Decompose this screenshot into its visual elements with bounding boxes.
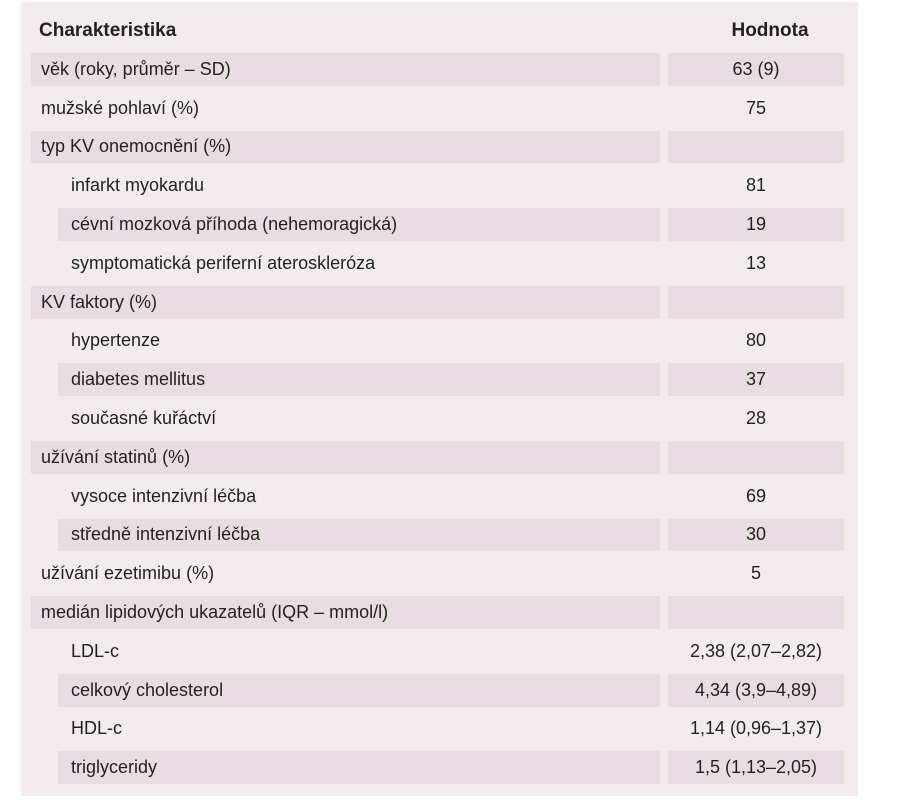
row-sublabel: triglyceridy [58, 751, 660, 784]
table-row [21, 632, 858, 671]
table-row [21, 438, 858, 477]
row-value: 81 [745, 175, 767, 196]
header-value: Hodnota [731, 20, 809, 41]
row-label: typ KV onemocnění (%) [31, 131, 660, 164]
row-value: 80 [745, 330, 767, 351]
row-value: 75 [745, 97, 767, 118]
row-sublabel: infarkt myokardu [71, 175, 205, 196]
row-value [668, 441, 844, 474]
row-value: 2,38 (2,07–2,82) [689, 640, 823, 661]
row-sublabel: současné kuřáctví [71, 408, 217, 429]
table-row [21, 283, 858, 322]
row-sublabel: vysoce intenzivní léčba [71, 485, 257, 506]
row-value: 13 [745, 252, 767, 273]
row-label: KV faktory (%) [31, 286, 660, 319]
row-sublabel: cévní mozková příhoda (nehemoragická) [58, 208, 660, 241]
row-sublabel: HDL-c [71, 718, 123, 739]
table-header [21, 2, 858, 50]
row-label: užívání statinů (%) [31, 441, 660, 474]
table-body [21, 50, 858, 787]
row-value [668, 131, 844, 164]
row-label: mužské pohlaví (%) [41, 97, 200, 118]
table-row [21, 166, 858, 205]
row-sublabel: diabetes mellitus [58, 363, 660, 396]
table-row [21, 710, 858, 749]
characteristics-table [21, 2, 858, 796]
table-row [21, 477, 858, 516]
row-label: medián lipidových ukazatelů (IQR – mmol/l) [31, 596, 660, 629]
row-sublabel: celkový cholesterol [58, 674, 660, 707]
table-row [21, 360, 858, 399]
row-value: 19 [668, 208, 844, 241]
row-value: 63 (9) [668, 53, 844, 86]
table-row [21, 593, 858, 632]
row-value: 69 [745, 485, 767, 506]
table-row [21, 322, 858, 361]
row-label: věk (roky, průměr – SD) [31, 53, 660, 86]
row-value: 28 [745, 408, 767, 429]
table-row [21, 748, 858, 787]
row-value [668, 286, 844, 319]
header-characteristic: Charakteristika [39, 20, 177, 41]
row-value: 30 [668, 519, 844, 552]
row-value: 5 [750, 563, 761, 584]
table-row [21, 89, 858, 128]
row-label: užívání ezetimibu (%) [41, 563, 215, 584]
row-sublabel: středně intenzivní léčba [58, 519, 660, 552]
row-value: 4,34 (3,9–4,89) [668, 674, 844, 707]
row-value [668, 596, 844, 629]
table-row [21, 399, 858, 438]
row-value: 37 [668, 363, 844, 396]
row-value: 1,14 (0,96–1,37) [689, 718, 823, 739]
row-sublabel: LDL-c [71, 640, 120, 661]
table-row [21, 554, 858, 593]
row-sublabel: hypertenze [71, 330, 161, 351]
row-value: 1,5 (1,13–2,05) [668, 751, 844, 784]
table-row [21, 516, 858, 555]
table-row [21, 671, 858, 710]
table-row [21, 50, 858, 89]
row-sublabel: symptomatická periferní ateroskleróza [71, 252, 376, 273]
table-row [21, 128, 858, 167]
table-row [21, 205, 858, 244]
table-row [21, 244, 858, 283]
